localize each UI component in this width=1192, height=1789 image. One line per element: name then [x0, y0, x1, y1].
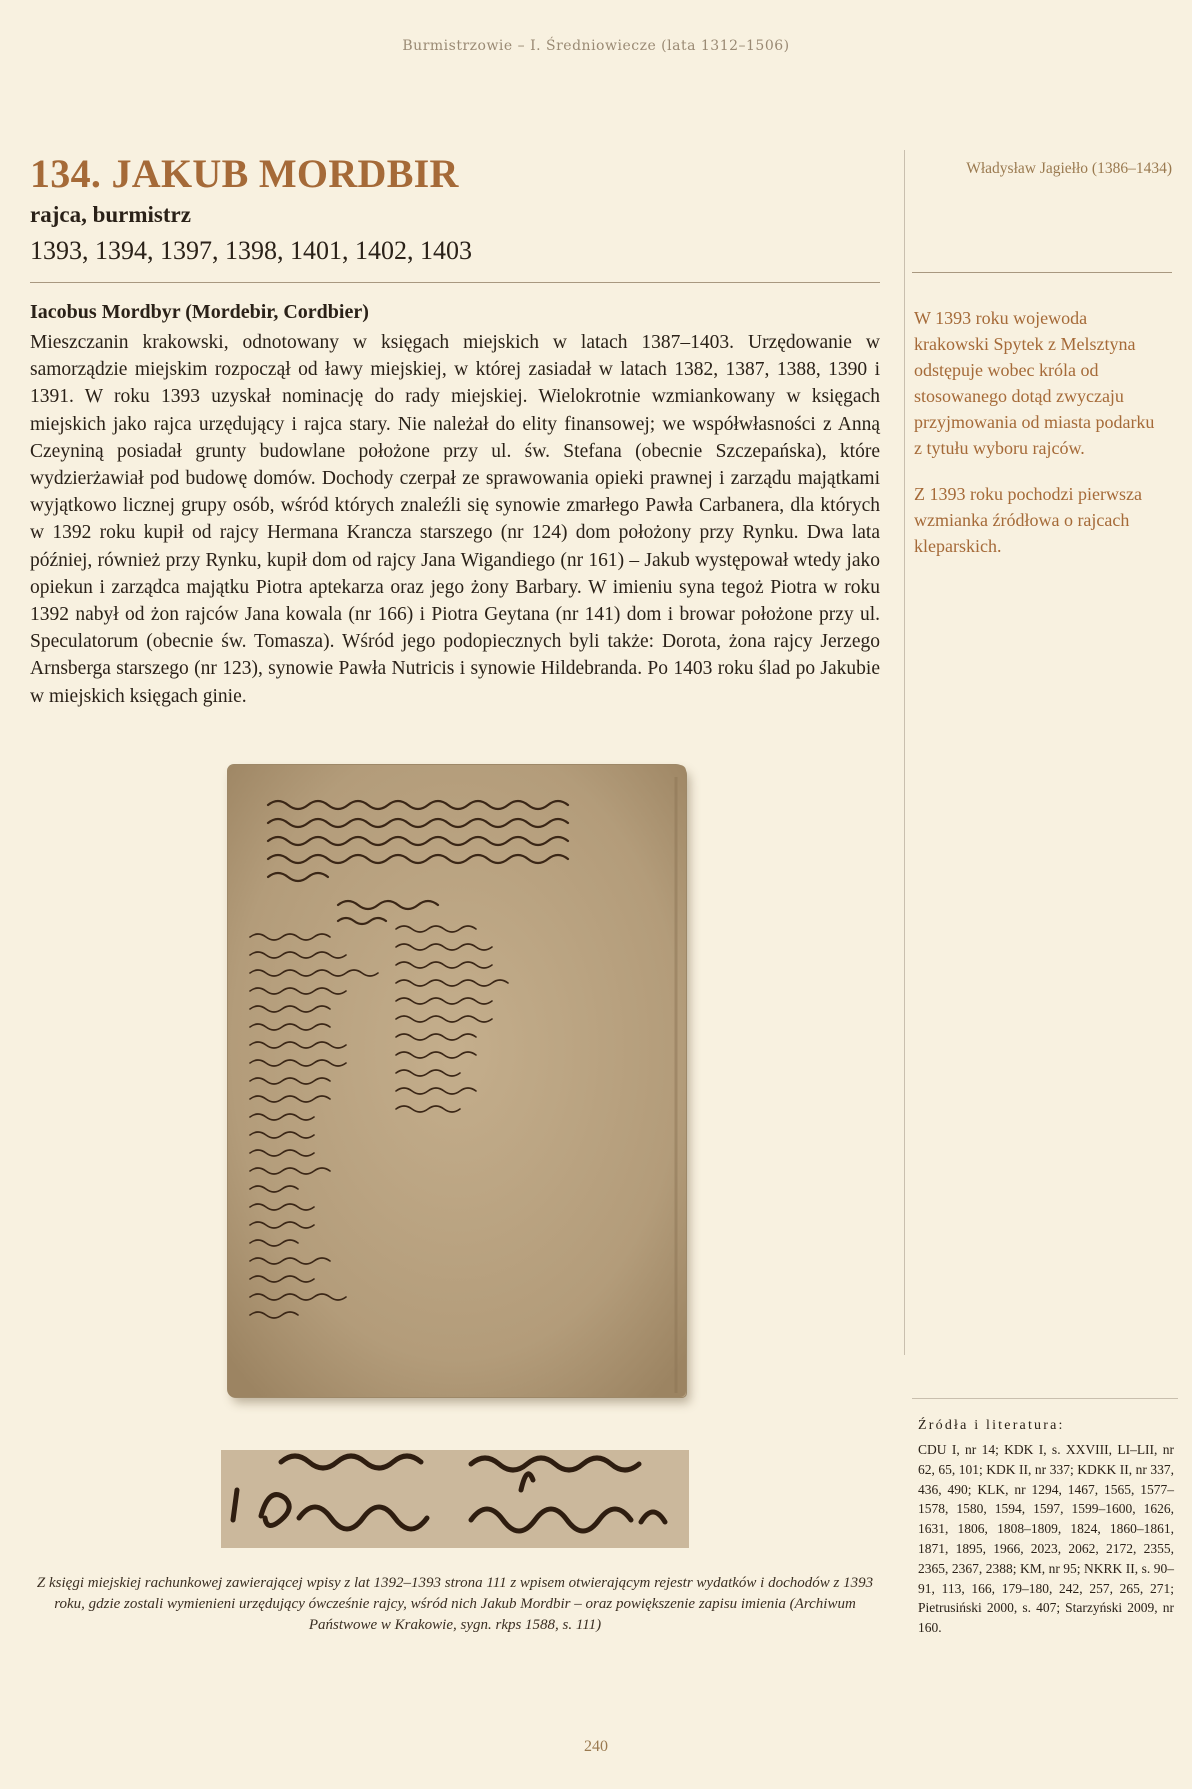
sidebar-divider	[912, 272, 1172, 273]
margin-note: W 1393 roku wojewoda krakowski Spytek z Melsztyna odstępuje wobec króla od stosowanego dotąd zwyczaju przyjmowania od miasta podarku z tytułu wyboru rajców.	[914, 308, 1155, 458]
sources-divider	[912, 1398, 1178, 1399]
sources-list: CDU I, nr 14; KDK I, s. XXVIII, LI–LII, nr 62, 65, 101; KDK II, nr 337; KDKK II, nr 337, 436, 490; KLK, nr 1294, 1467, 1565, 1577–1578, 1580, 1594, 1597, 1599–1600, 1626, 1631, 1806, 1808–1809, 1824, 1860–1861, 1871, 1895, 1966, 2023, 2062, 2172, 2355, 2365, 2367, 2388; KM, nr 95; NKRK II, s. 90–91, 113, 166, 179–180, 242, 257, 265, 271; Pietrusiński 2000, s. 407; Starzyński 2009, nr 160.	[918, 1442, 1174, 1636]
entry-roles: rajca, burmistrz	[30, 202, 191, 227]
page-number: 240	[584, 1738, 608, 1755]
entry-column	[30, 150, 880, 710]
sidebar-column	[912, 160, 1172, 559]
sources-heading: Źródła i literatura:	[918, 1418, 1065, 1433]
manuscript-handwriting	[228, 765, 686, 1397]
margin-note: Z 1393 roku pochodzi pierwsza wzmianka źródłowa o rajcach kleparskich.	[914, 484, 1142, 556]
running-header: Burmistrzowie – I. Średniowiecze (lata 1312–1506)	[402, 38, 790, 54]
entry-biography: Mieszczanin krakowski, odnotowany w księgach miejskich w latach 1387–1403. Urzędowanie w samorządzie miejskim rozpoczął od ławy miejskiej, w której zasiadał w latach 1382, 1387, 1388, 1390 i 1391. W roku 1393 uzyskał nominację do rady miejskiej. Wielokrotnie wzmiankowany w księgach miejskich jako rajca urzędujący i rajca stary. Nie należał do elity finansowej; we współwłasności z Anną Czeyniną posiadał grunty budowlane położone przy ul. św. Stefana (obecnie Szczepańska), które wydzierżawiał pod budowę domów. Dochody czerpał ze sprawowania opieki prawnej i zarządu majątkami wyjątkowo licznej grupy osób, wśród których znaleźli się synowie zmarłego Pawła Carbanera, dla których w 1392 roku kupił od rajcy Hermana Krancza starszego (nr 124) dom położony przy Rynku. Dwa lata później, również przy Rynku, kupił dom od rajcy Jana Wigandiego (nr 161) – Jakub występował wtedy jako opiekun i zarządca majątku Piotra aptekarza oraz jego żony Barbary. W imieniu syna tegoż Piotra w roku 1392 nabył od żon rajców Jana kowala (nr 166) i Piotra Geytana (nr 141) dom i browar położone przy ul. Speculatorum (obecnie św. Tomasza). Wśród jego podopiecznych byli także: Dorota, żona rajcy Jerzego Arnsberga starszego (nr 123), synowie Pawła Nutricis i synowie Hildebranda. Po 1403 roku ślad po Jakubie w miejskich księgach ginie.	[30, 332, 880, 707]
name-enlargement	[221, 1450, 689, 1548]
manuscript-image	[228, 765, 686, 1397]
figure-caption: Z księgi miejskiej rachunkowej zawierającej wpisy z lat 1392–1393 strona 111 z wpisem otwierającym rejestr wydatków i dochodów z 1393 roku, gdzie zostali wymienieni urzędujący ówcześnie rajcy, wśród nich Jakub Mordbir – oraz powiększenie zapisu imienia (Archiwum Państwowe w Krakowie, sygn. rkps 1588, s. 111)	[36, 1575, 874, 1633]
column-divider	[904, 150, 905, 1355]
entry-aliases: Iacobus Mordbyr (Mordebir, Cordbier)	[30, 301, 369, 323]
entry-years: 1393, 1394, 1397, 1398, 1401, 1402, 1403	[30, 236, 472, 265]
reign-label: Władysław Jagiełło (1386–1434)	[966, 160, 1172, 177]
name-enlargement-handwriting	[221, 1450, 689, 1548]
entry-title: 134. JAKUB MORDBIR	[30, 151, 459, 196]
title-divider	[30, 282, 880, 283]
